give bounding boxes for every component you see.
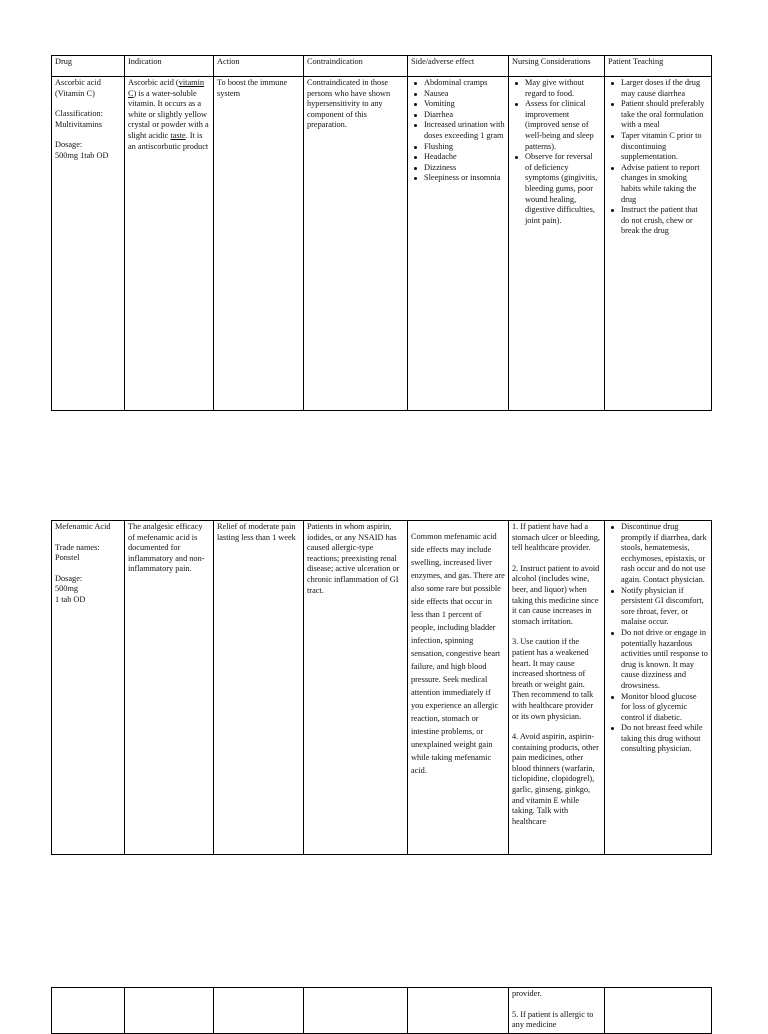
list-item: Flushing [424, 142, 505, 153]
nursing-continuation: provider. [512, 989, 542, 998]
contraindication-cell: Contraindicated in those persons who have shown hypersensitivity to any component of this preparation. [304, 77, 408, 411]
header-action: Action [214, 56, 304, 77]
list-item: Increased urination with doses exceeding 1 gram [424, 120, 505, 140]
nursing-item-4: 4. Avoid aspirin, aspirin-containing products, other pain medicines, other blood thinners (warfarin, ticlopidine, clopidogrel), garlic, ginseng, ginkgo, and vitamin E while taking. Talk with healthcare [512, 732, 599, 826]
list-item: Dizziness [424, 163, 505, 174]
list-item: Nausea [424, 89, 505, 100]
list-item: Larger doses if the drug may cause diarrhea [621, 78, 708, 99]
teaching-list [608, 78, 708, 237]
header-contraindication: Contraindication [304, 56, 408, 77]
teaching-cell [605, 521, 712, 855]
list-item: Headache [424, 152, 505, 163]
indication-text: ) is a water-soluble vitamin. It occurs as a white or slightly yellow crystal or powder with a slight acidic [128, 88, 209, 140]
action-cell: To boost the immune system [214, 77, 304, 411]
nursing-item-3: 3. Use caution if the patient has a weakened heart. It may cause increased shortness of breath or weight gain. Then recommend to talk with healthcare provider or its own physician. [512, 637, 594, 721]
indication-cell: The analgesic efficacy of mefenamic acid is documented for inflammatory and non-inflammatory pain. [125, 521, 214, 855]
list-item: Observe for reversal of deficiency symptoms (gingivitis, bleeding gums, poor wound healing, digestive difficulties, joint pain). [525, 152, 601, 226]
classification-value: Multivitamins [55, 119, 103, 129]
nursing-cell [509, 77, 605, 411]
nursing-list [512, 78, 601, 226]
trade-names-value: Ponstel [55, 553, 80, 563]
contraindication-cell: Patients in whom aspirin, iodides, or any NSAID has caused allergic-type reactions; preexisting renal disease; active ulceration or chronic inflammation of GI tract. [304, 521, 408, 855]
side-effects-text: Common mefenamic acid side effects may include swelling, increased liver enzymes, and gas. There are also some rare but possible side effects that occur in less than 1 percent of people, including bladder infection, spinning sensation, congestive heart failure, and high blood pressure. Seek medical attention immediately if you experience an allergic reaction, stomach or intestine problems, or unexplained weight gain while taking mefenamic acid. [411, 532, 505, 775]
trade-names-label: Trade names: [55, 542, 100, 552]
dosage-label: Dosage: [55, 573, 83, 583]
list-item: Instruct the patient that do not crush, chew or break the drug [621, 205, 708, 237]
list-item: Monitor blood glucose for loss of glycemic control if diabetic. [621, 692, 708, 724]
indication-text: Ascorbic acid ( [128, 78, 179, 87]
table-row [52, 77, 712, 411]
list-item: Advise patient to report changes in smoking habits while taking the drug [621, 163, 708, 205]
table-row [52, 521, 712, 855]
table-header-row [52, 56, 712, 77]
nursing-item-1: 1. If patient have had a stomach ulcer or bleeding, tell healthcare provider. [512, 522, 601, 553]
list-item: Taper vitamin C prior to discontinuing supplementation. [621, 131, 708, 163]
action-cell [214, 988, 304, 1034]
teaching-cell [605, 77, 712, 411]
side-effects-cell [408, 77, 509, 411]
drug-cell [52, 77, 125, 411]
side-effects-list [411, 78, 505, 184]
list-item: Diarrhea [424, 110, 505, 121]
drug-name-alt: (Vitamin C) [55, 88, 95, 98]
drug-name: Mefenamic Acid [55, 522, 111, 531]
drug-cell [52, 988, 125, 1034]
nursing-cell [509, 988, 605, 1034]
list-item: Sleepiness or insomnia [424, 173, 505, 184]
header-nursing: Nursing Considerations [509, 56, 605, 77]
list-item: May give without regard to food. [525, 78, 601, 99]
indication-cell [125, 77, 214, 411]
header-side-effects: Side/adverse effect [408, 56, 509, 77]
teaching-list [608, 522, 708, 755]
list-item: Do not drive or engage in potentially hazardous activities until response to drug is known. It may cause dizziness and drowsiness. [621, 627, 708, 690]
list-item: Discontinue drug promptly if diarrhea, dark stools, hematemesis, ecchymoses, epistaxis, or rash occur and do not use again. Contact physician. [621, 522, 707, 584]
header-drug: Drug [52, 56, 125, 77]
list-item: Do not breast feed while taking this drug without consulting physician. [621, 723, 708, 755]
drug-name: Ascorbic acid [55, 78, 101, 87]
vitamin-c-link[interactable]: vitamin C [128, 78, 205, 98]
header-teaching: Patient Teaching [605, 56, 712, 77]
teaching-cell [605, 988, 712, 1034]
header-indication: Indication [125, 56, 214, 77]
nursing-item-2: 2. Instruct patient to avoid alcohol (includes wine, beer, and liquor) when taking this medicine since it can cause increases in stomach irritation. [512, 563, 600, 626]
side-effects-cell [408, 988, 509, 1034]
dosage-value: 500mg [55, 584, 79, 594]
list-item: Notify physician if persistent GI discomfort, sore throat, fever, or malaise occur. [621, 586, 708, 628]
indication-text: . It is an antiscorbutic product [128, 130, 209, 151]
list-item: Vomiting [424, 99, 505, 110]
drug-table-continuation [51, 987, 712, 1034]
drug-cell [52, 521, 125, 855]
classification-label: Classification: [55, 109, 103, 119]
table-row [52, 988, 712, 1034]
dosage-label: Dosage: [55, 140, 83, 150]
nursing-item-5: 5. If patient is allergic to any medicine [512, 1009, 594, 1030]
side-effects-cell [408, 521, 509, 855]
contraindication-cell [304, 988, 408, 1034]
indication-cell [125, 988, 214, 1034]
taste-link[interactable]: taste [170, 130, 186, 140]
nursing-cell [509, 521, 605, 855]
list-item: Assess for clinical improvement (improved sense of well-being and sleep patterns). [525, 99, 601, 152]
drug-table-mefenamic-acid [51, 520, 712, 855]
action-cell: Relief of moderate pain lasting less than 1 week [214, 521, 304, 855]
drug-table-ascorbic-acid [51, 55, 712, 411]
dosage-frequency: 1 tab OD [55, 594, 86, 604]
dosage-value: 500mg 1tab OD [55, 150, 109, 160]
list-item: Abdominal cramps [424, 78, 505, 89]
list-item: Patient should preferably take the oral formulation with a meal [621, 99, 708, 131]
